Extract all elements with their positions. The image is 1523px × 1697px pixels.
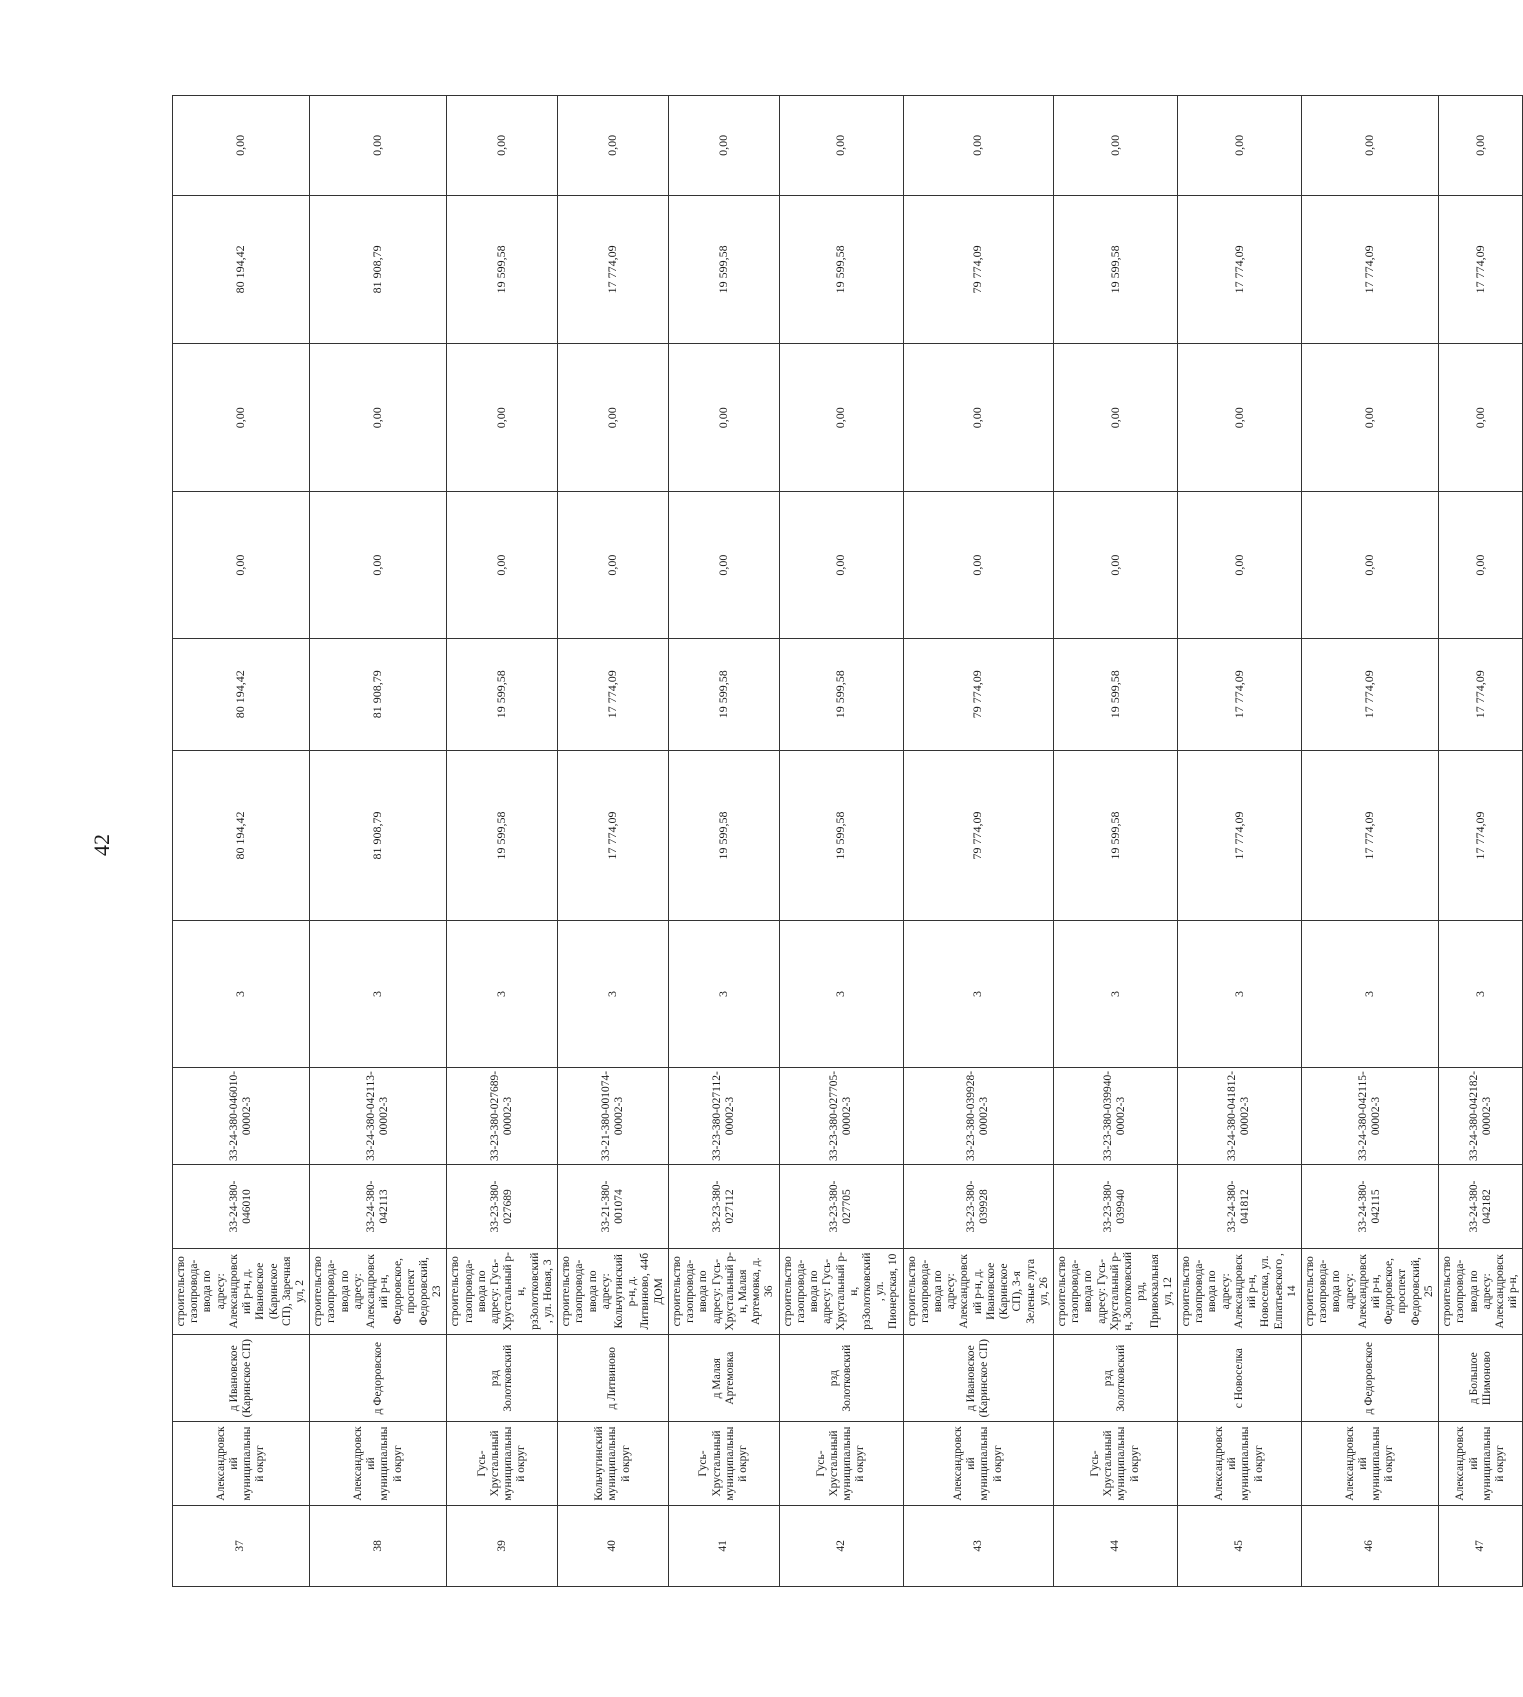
code-cell: 33-24-380-041812-00002-3 — [1177, 1067, 1301, 1165]
amount-6-cell: 0,00 — [1439, 96, 1523, 196]
row-number-cell: 39 — [447, 1505, 558, 1586]
amount-5-cell: 81 908,79 — [310, 195, 447, 343]
level-cell: 3 — [447, 921, 558, 1067]
district-cell: Гусь-Хрустальный муниципальный округ — [668, 1422, 779, 1505]
table-row — [903, 96, 1053, 1587]
code-cell: 33-23-380-027112-00002-3 — [668, 1067, 779, 1165]
amount-2-cell: 80 194,42 — [173, 638, 310, 750]
row-number-cell: 42 — [779, 1505, 903, 1586]
locality-cell: д Ивановское (Каринское СП) — [903, 1334, 1053, 1421]
amount-5-cell: 17 774,09 — [1177, 195, 1301, 343]
cadastre-cell: 33-24-380-042113 — [310, 1165, 447, 1248]
amount-3-cell: 0,00 — [903, 492, 1053, 638]
description-cell: строительство газопровода-ввода по адресу: Кольчугинский р-н, д. Литвиново, 44б ДОМ — [558, 1248, 669, 1334]
amount-2-cell: 17 774,09 — [1177, 638, 1301, 750]
amount-4-cell: 0,00 — [173, 344, 310, 492]
amount-total-cell: 17 774,09 — [558, 750, 669, 921]
amount-4-cell: 0,00 — [903, 344, 1053, 492]
amount-2-cell: 17 774,09 — [558, 638, 669, 750]
amount-3-cell: 0,00 — [1054, 492, 1178, 638]
level-cell: 3 — [1301, 921, 1438, 1067]
amount-total-cell: 80 194,42 — [173, 750, 310, 921]
row-number-cell: 46 — [1301, 1505, 1438, 1586]
level-cell: 3 — [558, 921, 669, 1067]
amount-2-cell: 19 599,58 — [1054, 638, 1178, 750]
amount-total-cell: 79 774,09 — [903, 750, 1053, 921]
locality-cell: д Федоровское — [1301, 1334, 1438, 1421]
cadastre-cell: 33-23-380-039928 — [903, 1165, 1053, 1248]
code-cell: 33-24-380-042115-00002-3 — [1301, 1067, 1438, 1165]
amount-3-cell: 0,00 — [779, 492, 903, 638]
row-number-cell: 40 — [558, 1505, 669, 1586]
code-cell: 33-24-380-042113-00002-3 — [310, 1067, 447, 1165]
table-row — [558, 96, 669, 1587]
code-cell: 33-23-380-039928-00002-3 — [903, 1067, 1053, 1165]
locality-cell: рзд Золотковский — [447, 1334, 558, 1421]
amount-2-cell: 17 774,09 — [1301, 638, 1438, 750]
table-row — [1054, 96, 1178, 1587]
amount-5-cell: 79 774,09 — [903, 195, 1053, 343]
data-table — [172, 95, 1523, 1587]
cadastre-cell: 33-23-380-039940 — [1054, 1165, 1178, 1248]
amount-5-cell: 17 774,09 — [558, 195, 669, 343]
amount-2-cell: 17 774,09 — [1439, 638, 1523, 750]
description-cell: строительство газопровода-ввода по адресу: Гусь-Хрустальный р-н, рзЗолотковский, ул. Пионерская, 10 — [779, 1248, 903, 1334]
amount-4-cell: 0,00 — [668, 344, 779, 492]
amount-6-cell: 0,00 — [668, 96, 779, 196]
level-cell: 3 — [1439, 921, 1523, 1067]
amount-5-cell: 17 774,09 — [1439, 195, 1523, 343]
amount-2-cell: 81 908,79 — [310, 638, 447, 750]
amount-total-cell: 81 908,79 — [310, 750, 447, 921]
amount-5-cell: 17 774,09 — [1301, 195, 1438, 343]
district-cell: Александровский муниципальный округ — [903, 1422, 1053, 1505]
row-number-cell: 45 — [1177, 1505, 1301, 1586]
table-row — [1301, 96, 1438, 1587]
table-row — [1177, 96, 1301, 1587]
description-cell: строительство газопровода-ввода по адресу: Александровский р-н, д. Ивановское (Каринское СП), 3-я Зеленые луга ул, 26 — [903, 1248, 1053, 1334]
description-cell: строительство газопровода-ввода по адресу: Гусь-Хрустальный р-н, Золотковский рзд, Привокзальная ул, 12 — [1054, 1248, 1178, 1334]
district-cell: Александровский муниципальный округ — [310, 1422, 447, 1505]
district-cell: Александровский муниципальный округ — [1177, 1422, 1301, 1505]
amount-total-cell: 19 599,58 — [668, 750, 779, 921]
district-cell: Гусь-Хрустальный муниципальный округ — [447, 1422, 558, 1505]
table-row — [668, 96, 779, 1587]
cadastre-cell: 33-23-380-027705 — [779, 1165, 903, 1248]
amount-5-cell: 19 599,58 — [668, 195, 779, 343]
table-row — [1439, 96, 1523, 1587]
amount-5-cell: 19 599,58 — [1054, 195, 1178, 343]
cadastre-cell: 33-24-380-042115 — [1301, 1165, 1438, 1248]
cadastre-cell: 33-23-380-027689 — [447, 1165, 558, 1248]
description-cell: строительство газопровода-ввода по адресу: Гусь-Хрустальный р-н, Малая Артемовка, д. 36 — [668, 1248, 779, 1334]
amount-6-cell: 0,00 — [779, 96, 903, 196]
code-cell: 33-23-380-039940-00002-3 — [1054, 1067, 1178, 1165]
description-cell: строительство газопровода-ввода по адресу: Гусь-Хрустальный р-н, рзЗолотковский, ул. Новая, 3 — [447, 1248, 558, 1334]
district-cell: Кольчугинский муниципальный округ — [558, 1422, 669, 1505]
code-cell: 33-23-380-027689-00002-3 — [447, 1067, 558, 1165]
district-cell: Александровский муниципальный округ — [1439, 1422, 1523, 1505]
amount-4-cell: 0,00 — [310, 344, 447, 492]
amount-6-cell: 0,00 — [558, 96, 669, 196]
amount-5-cell: 19 599,58 — [779, 195, 903, 343]
amount-3-cell: 0,00 — [1439, 492, 1523, 638]
amount-total-cell: 19 599,58 — [1054, 750, 1178, 921]
locality-cell: д Федоровское — [310, 1334, 447, 1421]
amount-total-cell: 17 774,09 — [1177, 750, 1301, 921]
cadastre-cell: 33-24-380-042182 — [1439, 1165, 1523, 1248]
level-cell: 3 — [903, 921, 1053, 1067]
cadastre-cell: 33-21-380-001074 — [558, 1165, 669, 1248]
level-cell: 3 — [310, 921, 447, 1067]
level-cell: 3 — [1054, 921, 1178, 1067]
level-cell: 3 — [1177, 921, 1301, 1067]
amount-3-cell: 0,00 — [173, 492, 310, 638]
code-cell: 33-21-380-001074-00002-3 — [558, 1067, 669, 1165]
district-cell: Александровский муниципальный округ — [1301, 1422, 1438, 1505]
amount-6-cell: 0,00 — [1054, 96, 1178, 196]
amount-2-cell: 19 599,58 — [779, 638, 903, 750]
cadastre-cell: 33-24-380-041812 — [1177, 1165, 1301, 1248]
amount-total-cell: 17 774,09 — [1439, 750, 1523, 921]
district-cell: Гусь-Хрустальный муниципальный округ — [779, 1422, 903, 1505]
row-number-cell: 38 — [310, 1505, 447, 1586]
row-number-cell: 43 — [903, 1505, 1053, 1586]
locality-cell: д Литвиново — [558, 1334, 669, 1421]
amount-6-cell: 0,00 — [903, 96, 1053, 196]
row-number-cell: 44 — [1054, 1505, 1178, 1586]
amount-6-cell: 0,00 — [310, 96, 447, 196]
amount-3-cell: 0,00 — [447, 492, 558, 638]
level-cell: 3 — [173, 921, 310, 1067]
table-row — [447, 96, 558, 1587]
locality-cell: рзд Золотковский — [1054, 1334, 1178, 1421]
locality-cell: д Большое Шимоново — [1439, 1334, 1523, 1421]
district-cell: Гусь-Хрустальный муниципальный округ — [1054, 1422, 1178, 1505]
amount-2-cell: 19 599,58 — [447, 638, 558, 750]
table-row — [779, 96, 903, 1587]
table-row — [310, 96, 447, 1587]
amount-4-cell: 0,00 — [779, 344, 903, 492]
amount-6-cell: 0,00 — [1177, 96, 1301, 196]
amount-3-cell: 0,00 — [668, 492, 779, 638]
amount-3-cell: 0,00 — [310, 492, 447, 638]
amount-2-cell: 19 599,58 — [668, 638, 779, 750]
row-number-cell: 37 — [173, 1505, 310, 1586]
amount-3-cell: 0,00 — [558, 492, 669, 638]
amount-6-cell: 0,00 — [173, 96, 310, 196]
amount-3-cell: 0,00 — [1177, 492, 1301, 638]
amount-4-cell: 0,00 — [558, 344, 669, 492]
code-cell: 33-23-380-027705-00002-3 — [779, 1067, 903, 1165]
locality-cell: с Новоселка — [1177, 1334, 1301, 1421]
amount-3-cell: 0,00 — [1301, 492, 1438, 638]
row-number-cell: 47 — [1439, 1505, 1523, 1586]
amount-4-cell: 0,00 — [1439, 344, 1523, 492]
description-cell: строительство газопровода-ввода по адресу: Александровский р-н, Новоселка, ул. Елпатьевского , 14 — [1177, 1248, 1301, 1334]
table-row — [173, 96, 310, 1587]
amount-5-cell: 80 194,42 — [173, 195, 310, 343]
code-cell: 33-24-380-042182-00002-3 — [1439, 1067, 1523, 1165]
locality-cell: д Ивановское (Каринское СП) — [173, 1334, 310, 1421]
description-cell: строительство газопровода-ввода по адресу: Александровский р-н, д. Ивановское (Каринское СП), Заречная ул, 2 — [173, 1248, 310, 1334]
code-cell: 33-24-380-046010-00002-3 — [173, 1067, 310, 1165]
amount-4-cell: 0,00 — [1054, 344, 1178, 492]
locality-cell: рзд Золотковский — [779, 1334, 903, 1421]
district-cell: Александровский муниципальный округ — [173, 1422, 310, 1505]
amount-2-cell: 79 774,09 — [903, 638, 1053, 750]
amount-total-cell: 17 774,09 — [1301, 750, 1438, 921]
description-cell: строительство газопровода-ввода по адресу: Александровский р-н, — [1439, 1248, 1523, 1334]
amount-5-cell: 19 599,58 — [447, 195, 558, 343]
level-cell: 3 — [668, 921, 779, 1067]
amount-total-cell: 19 599,58 — [779, 750, 903, 921]
locality-cell: д Малая Артемовка — [668, 1334, 779, 1421]
page-number: 42 — [89, 834, 114, 856]
cadastre-cell: 33-24-380-046010 — [173, 1165, 310, 1248]
amount-6-cell: 0,00 — [447, 96, 558, 196]
amount-6-cell: 0,00 — [1301, 96, 1438, 196]
level-cell: 3 — [779, 921, 903, 1067]
amount-4-cell: 0,00 — [1177, 344, 1301, 492]
description-cell: строительство газопровода-ввода по адресу: Александровский р-н, Федоровское, проспект Федоровский, 25 — [1301, 1248, 1438, 1334]
cadastre-cell: 33-23-380-027112 — [668, 1165, 779, 1248]
amount-total-cell: 19 599,58 — [447, 750, 558, 921]
amount-4-cell: 0,00 — [1301, 344, 1438, 492]
amount-4-cell: 0,00 — [447, 344, 558, 492]
table-body — [173, 96, 1523, 1587]
row-number-cell: 41 — [668, 1505, 779, 1586]
description-cell: строительство газопровода-ввода по адресу: Александровский р-н, Федоровское, проспект Федоровский, 23 — [310, 1248, 447, 1334]
rotated-table-container — [172, 95, 1520, 1587]
